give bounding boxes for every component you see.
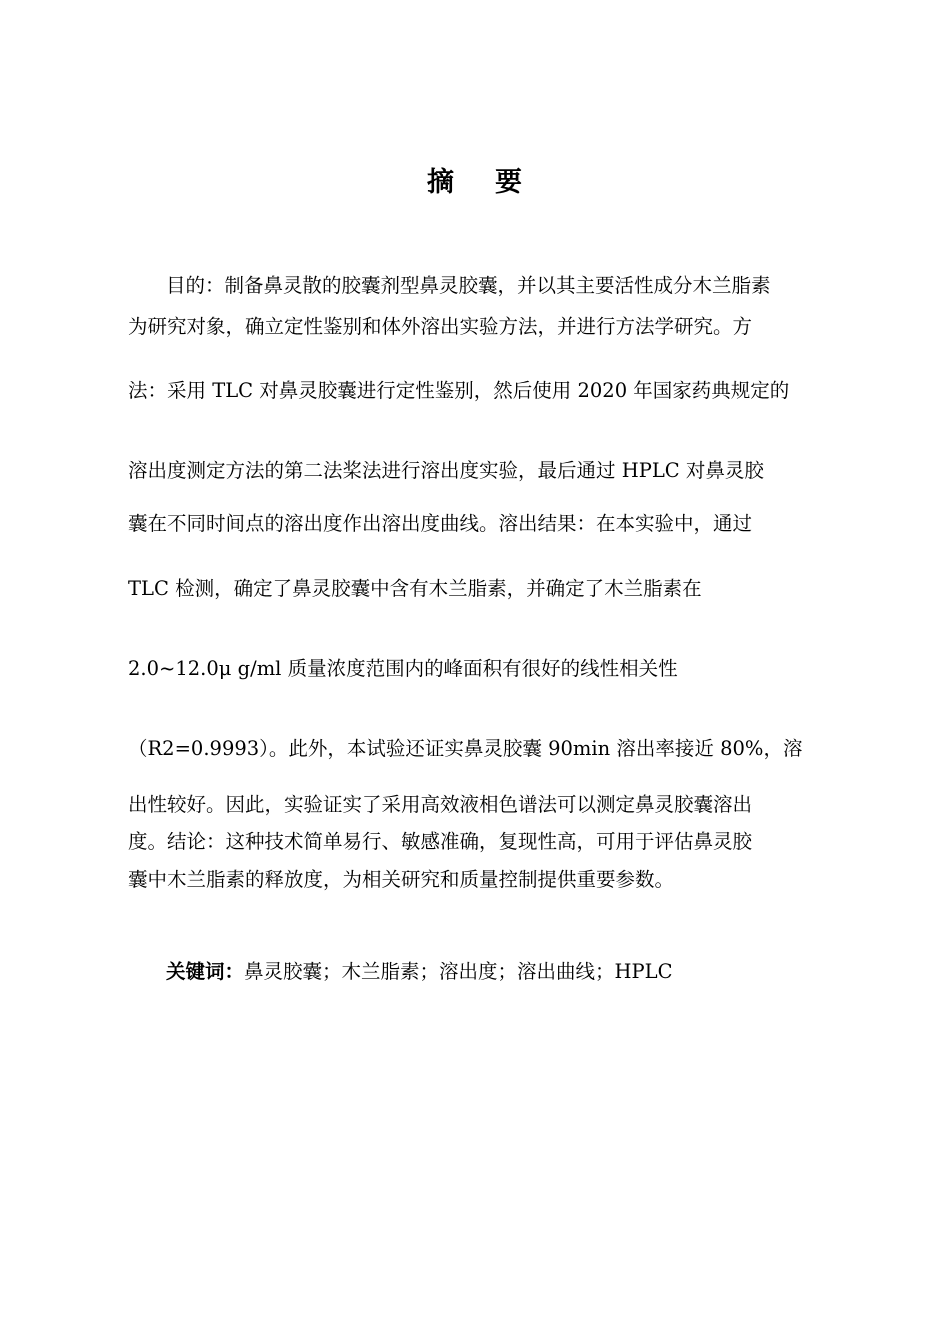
abstract-line-2: 为研究对象，确立定性鉴别和体外溶出实验方法，并进行方法学研究。方 (128, 315, 753, 338)
abstract-line-5: 囊在不同时间点的溶出度作出溶出度曲线。溶出结果：在本实验中，通过 (128, 512, 753, 535)
keywords-label: 关键词： (166, 960, 245, 983)
abstract-title (0, 160, 950, 199)
title-char-2: 要 (495, 167, 523, 198)
abstract-line-4: 溶出度测定方法的第二法桨法进行溶出度实验，最后通过 HPLC 对鼻灵胶 (128, 459, 764, 482)
abstract-line-8: （R2=0.9993）。此外，本试验还证实鼻灵胶囊 90min 溶出率接近 80%，溶 (128, 737, 803, 760)
abstract-line-6: TLC 检测，确定了鼻灵胶囊中含有木兰脂素，并确定了木兰脂素在 (128, 577, 702, 600)
abstract-line-10: 度。结论：这种技术简单易行、敏感准确，复现性高，可用于评估鼻灵胶 (128, 830, 753, 853)
abstract-line-9: 出性较好。因此，实验证实了采用高效液相色谱法可以测定鼻灵胶囊溶出 (128, 793, 753, 816)
abstract-line-7: 2.0~12.0μ g/ml 质量浓度范围内的峰面积有很好的线性相关性 (128, 657, 678, 680)
keywords (166, 958, 673, 986)
abstract-line-1: 目的：制备鼻灵散的胶囊剂型鼻灵胶囊，并以其主要活性成分木兰脂素 (166, 274, 771, 297)
abstract-line-3: 法：采用 TLC 对鼻灵胶囊进行定性鉴别，然后使用 2020 年国家药典规定的 (128, 379, 790, 402)
keywords-text: 鼻灵胶囊；木兰脂素；溶出度；溶出曲线；HPLC (244, 960, 673, 983)
abstract-line-11: 囊中木兰脂素的释放度，为相关研究和质量控制提供重要参数。 (128, 868, 675, 891)
title-char-1: 摘 (427, 167, 455, 198)
